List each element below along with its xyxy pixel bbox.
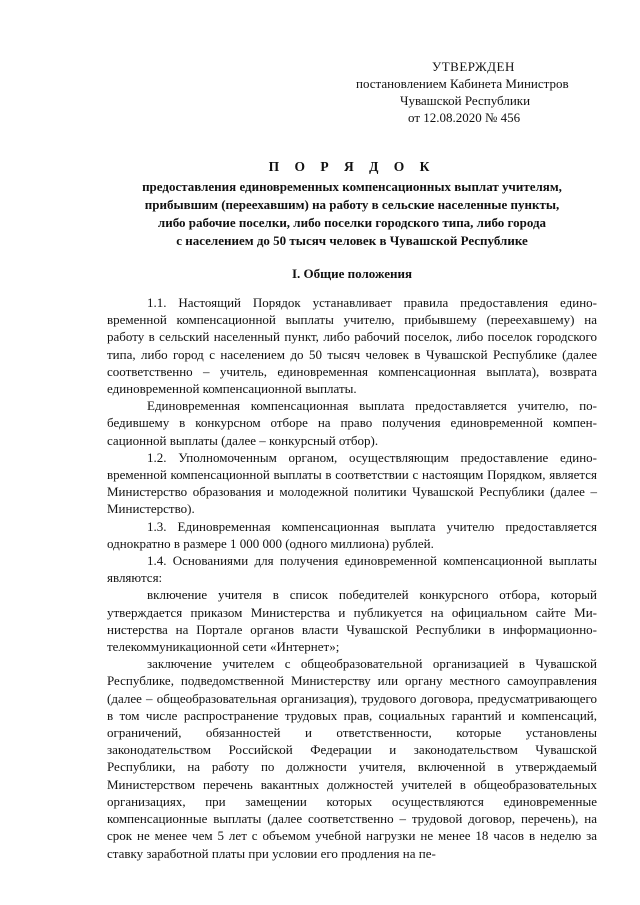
paragraph-1-4: 1.4. Основаниями для получения единовременной компенсационной выплаты являются: <box>107 553 597 586</box>
title-line: с населением до 50 тысяч человек в Чувашской Республике <box>176 233 528 248</box>
paragraph-1-4-item-2: заключение учителем с общеобразовательной организацией в Чувашской Республике, подведомственной Министерству или органу местного самоуправления (далее – общеобразовательная организация), трудового договора, предусматривающего в том числе распространение трудовых прав, социальных гарантий и компенсаций, ограничений, обязанностей и ответственности, которые установлены законодательством Российской Федерации и законодательством Чувашской Республики, на работу по должности учителя, включенной в утверждаемый Министерством перечень вакантных должностей учителей в общеобразовательных организациях, при замещении которых осуществляются единовременные компенсационные выплаты (далее соответственно – трудовой договор, перечень), на срок не менее чем 5 лет с объемом учебной нагрузки не менее 18 часов в неделю за ставку заработной платы при условии его продления на пе- <box>107 656 597 861</box>
title-line: либо рабочие поселки, либо поселки городского типа, либо города <box>157 215 547 230</box>
title-subtitle <box>107 178 597 250</box>
approval-date-number: от 12.08.2020 № 456 <box>408 110 521 125</box>
paragraph-1-1: 1.1. Настоящий Порядок устанавливает правила предоставления единовременной компенсационной выплаты учителю, прибывшему (переехавшему) на работу в сельский населенный пункт, либо рабочий поселок, либо поселок городского типа, либо город с населением до 50 тысяч человек в Чувашской Республике (далее соответственно – учитель, единовременная компенсационная выплата), возврата единовременной компенсационной выплаты. <box>107 295 597 397</box>
title-line: предоставления единовременных компенсационных выплат учителям, <box>142 179 562 194</box>
approval-authority: постановлением Кабинета Министров <box>356 76 569 91</box>
paragraph-1-4-item-1: включение учителя в список победителей конкурсного отбора, который утверждается приказом Министерства и публикуется на официальном сайте Министерства на Портале органов власти Чувашской Республики в информационно-телекоммуникационной сети «Интернет»; <box>107 587 597 655</box>
paragraph-1-2: 1.2. Уполномоченным органом, осуществляющим предоставление единовременной компенсационной выплаты в соответствии с настоящим Порядком, является Министерство образования и молодежной политики Чувашской Республики (далее – Министерство). <box>107 449 597 517</box>
paragraph-1-3: 1.3. Единовременная компенсационная выплата учителю предоставляется однократно в размере 1 000 000 (одного миллиона) рублей. <box>107 518 597 551</box>
paragraph-1-1-cont: Единовременная компенсационная выплата предоставляется учителю, победившему в конкурсном отборе на право получения единовременной компенсационной выплаты (далее – конкурсный отбор). <box>107 398 597 448</box>
document-body <box>107 294 597 862</box>
title-main: П О Р Я Д О К <box>268 159 436 174</box>
approval-stamp <box>356 58 596 126</box>
document-title <box>107 158 597 250</box>
approval-heading: УТВЕРЖДЕН <box>432 59 515 74</box>
section-heading: I. Общие положения <box>292 266 412 281</box>
approval-republic: Чувашской Республики <box>400 93 531 108</box>
title-line: прибывшим (переехавшим) на работу в сельские населенные пункты, <box>144 197 560 212</box>
